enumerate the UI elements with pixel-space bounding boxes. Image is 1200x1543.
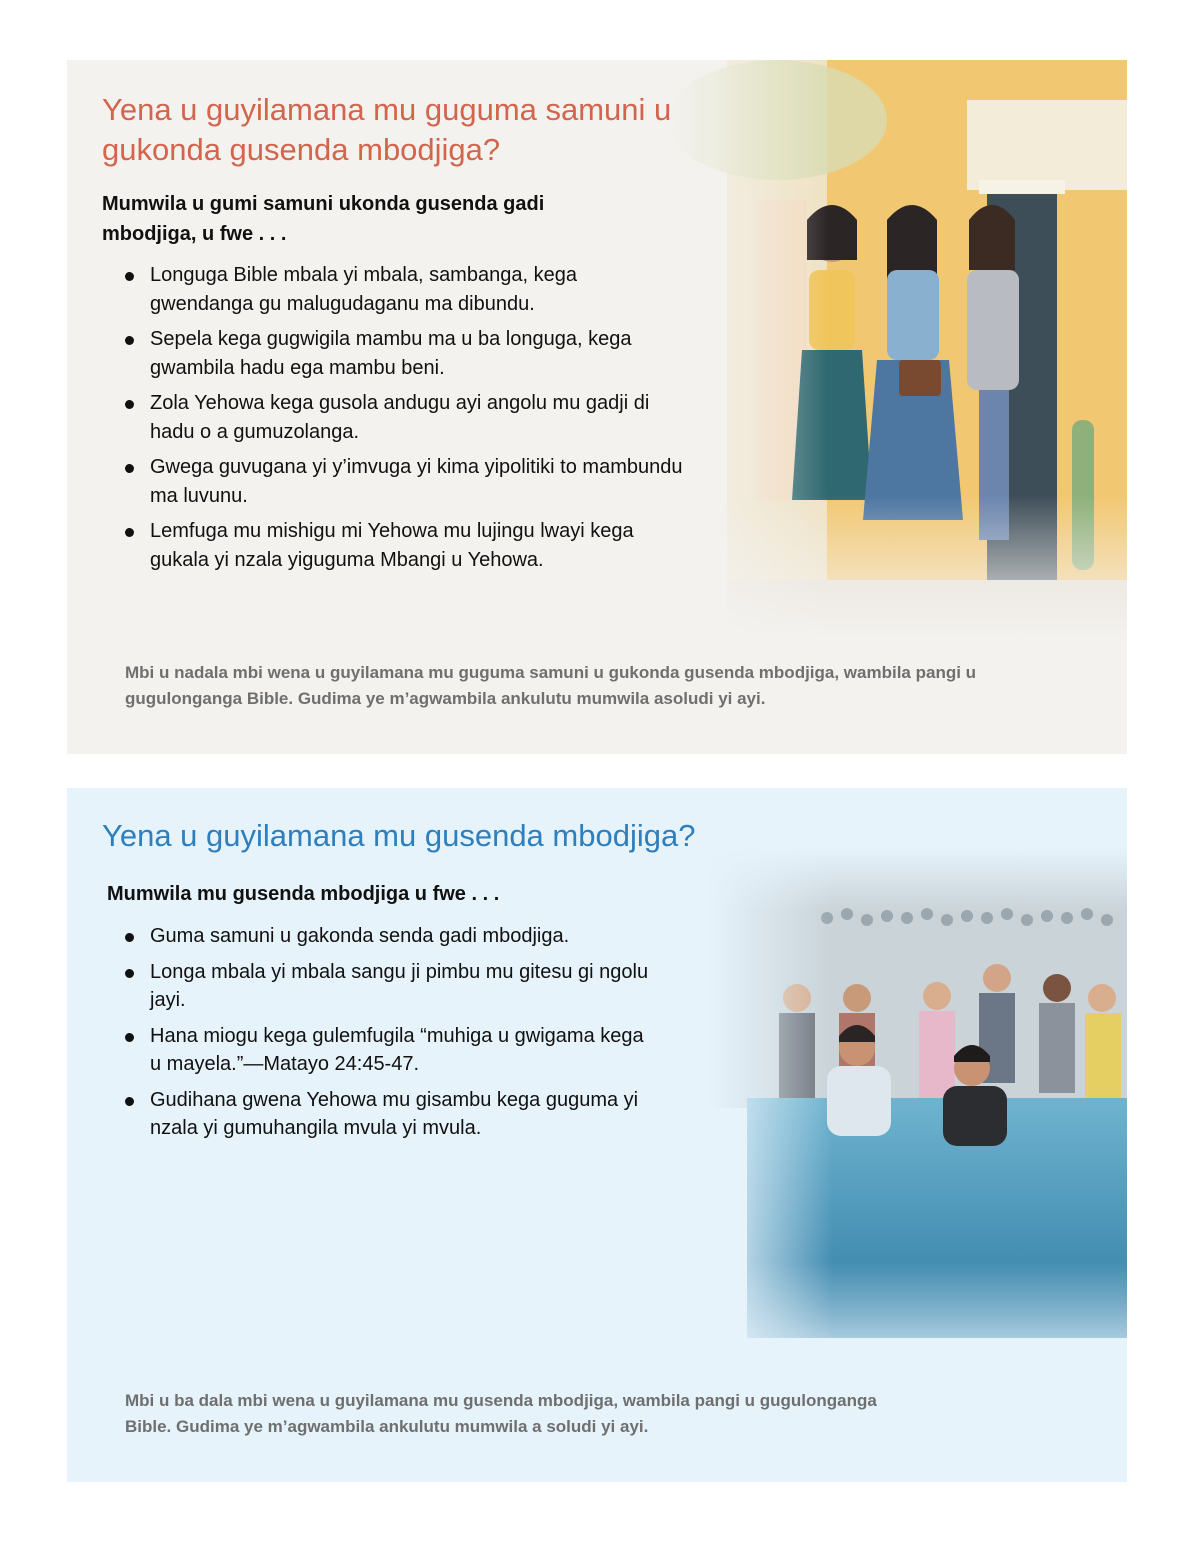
section-lead: Mumwila mu gusenda mbodjiga u fwe . . . xyxy=(107,883,500,905)
list-item xyxy=(125,1022,655,1079)
list-item xyxy=(125,1086,655,1143)
bullet-icon xyxy=(125,933,134,942)
list-item-text: Guma samuni u gakonda senda gadi mbodjiga. xyxy=(150,925,570,947)
list-item-text: Longuga Bible mbala yi mbala, sambanga, kega gwendanga gu malugudaganu ma dibundu. xyxy=(150,264,577,315)
list-item xyxy=(125,389,685,446)
list-item xyxy=(125,958,655,1015)
section-note: Mbi u ba dala mbi wena u guyilamana mu gusenda mbodjiga, wambila pangi u gugulonganga Bible. Gudima ye m’agwambila ankulutu mumwila a soludi yi ayi. xyxy=(125,1391,877,1436)
requirements-list xyxy=(125,261,685,581)
list-item-text: Zola Yehowa kega gusola andugu ayi angolu mu gadji di hadu o a gumuzolanga. xyxy=(150,392,650,443)
section-title: Yena u guyilamana mu gusenda mbodjiga? xyxy=(102,818,696,853)
list-item-text: Gudihana gwena Yehowa mu gisambu kega guguma yi nzala yi gumuhangila mvula yi mvula. xyxy=(150,1088,639,1139)
bullet-icon xyxy=(125,1097,134,1106)
list-item-text: Longa mbala yi mbala sangu ji pimbu mu gitesu gi ngolu jayi. xyxy=(150,960,649,1011)
section-lead: Mumwila u gumi samuni ukonda gusenda gadi mbodjiga, u fwe . . . xyxy=(102,193,545,245)
bullet-icon xyxy=(125,464,134,473)
list-item-text: Hana miogu kega gulemfugila “muhiga u gwigama kega u mayela.”—Matayo 24:45-47. xyxy=(150,1024,644,1075)
illustration-baptism xyxy=(707,848,1127,1378)
bullet-icon xyxy=(125,1033,134,1042)
list-item xyxy=(125,453,685,510)
list-item xyxy=(125,922,655,951)
bullet-icon xyxy=(125,272,134,281)
list-item xyxy=(125,325,685,382)
list-item xyxy=(125,261,685,318)
section-publisher-card xyxy=(67,60,1127,754)
list-item-text: Lemfuga mu mishigu mi Yehowa mu lujingu lwayi kega gukala yi nzala yiguguma Mbangi u Yehowa. xyxy=(150,520,634,571)
list-item xyxy=(125,517,685,574)
section-title: Yena u guyilamana mu guguma samuni u gukonda gusenda mbodjiga? xyxy=(102,92,672,167)
bullet-icon xyxy=(125,400,134,409)
list-item-text: Gwega guvugana yi y’imvuga yi kima yipolitiki to mambundu ma luvunu. xyxy=(150,456,683,507)
section-baptism-card xyxy=(67,788,1127,1482)
list-item-text: Sepela kega gugwigila mambu ma u ba longuga, kega gwambila hadu ega mambu beni. xyxy=(150,328,632,379)
bullet-icon xyxy=(125,528,134,537)
bullet-icon xyxy=(125,969,134,978)
requirements-list xyxy=(125,922,655,1150)
section-note: Mbi u nadala mbi wena u guyilamana mu guguma samuni u gukonda gusenda mbodjiga, wambila pangi u gugulonganga Bible. Gudima ye m’agwambila ankulutu mumwila asoludi yi ayi. xyxy=(125,663,977,708)
bullet-icon xyxy=(125,336,134,345)
